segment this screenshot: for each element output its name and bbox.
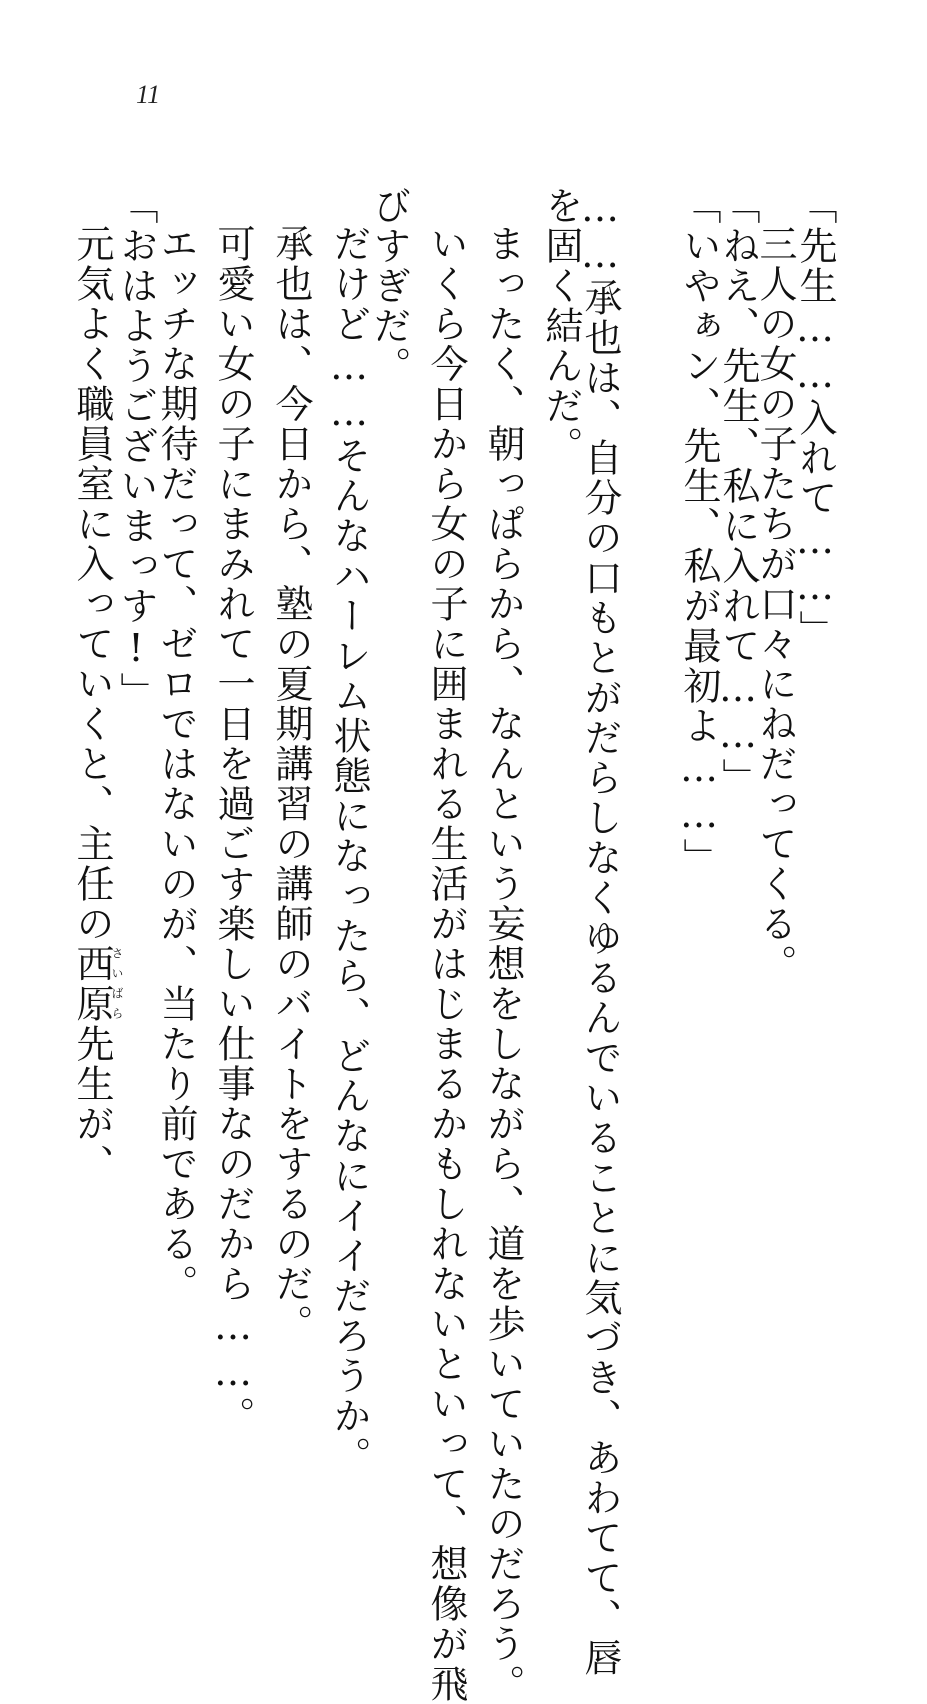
line-13: エッチな期待だって、ゼロではないのが、当たり前である。: [154, 224, 198, 1304]
line-15-after: 先生が、: [70, 1024, 114, 1184]
page-number: 11: [136, 80, 161, 109]
line-5: ……承也は、自分の口もとがだらしなくゆるんでいることに気づき、あわてて、唇: [578, 186, 622, 1678]
line-4: 「いやぁン、先生、私が最初よ……」: [677, 186, 721, 878]
line-9: びすぎだ。: [367, 186, 411, 386]
line-15-before: 元気よく職員室に入っていくと、主任の: [70, 224, 114, 944]
line-3: 「ねえ、先生、私に入れて……」: [716, 186, 760, 798]
ruby-saibara: [70, 944, 124, 1024]
line-8: いくら今日から女の子に囲まれる生活がはじまるかもしれないといって、想像が飛: [424, 224, 468, 1704]
line-15: [70, 224, 124, 1184]
line-1: 「先生……入れて……」: [793, 186, 837, 650]
line-2: 三人の女の子たちが口々にねだってくる。: [753, 224, 797, 984]
line-7: まったく、朝っぱらから、なんという妄想をしながら、道を歩いていたのだろう。: [481, 224, 525, 1704]
line-14: 「おはようございまっす!」: [114, 186, 158, 712]
ruby-base: 西原: [70, 944, 114, 1024]
line-6: を固く結んだ。: [539, 186, 583, 466]
line-11: 承也は、今日から、塾の夏期講習の講師のバイトをするのだ。: [269, 224, 313, 1344]
line-10: だけど……そんなハーレム状態になったら、どんなにイイだろうか。: [327, 224, 371, 1476]
line-12: 可愛い女の子にまみれて一日を過ごす楽しい仕事なのだから……。: [211, 224, 255, 1436]
ruby-reading: さいばら: [110, 944, 124, 1024]
